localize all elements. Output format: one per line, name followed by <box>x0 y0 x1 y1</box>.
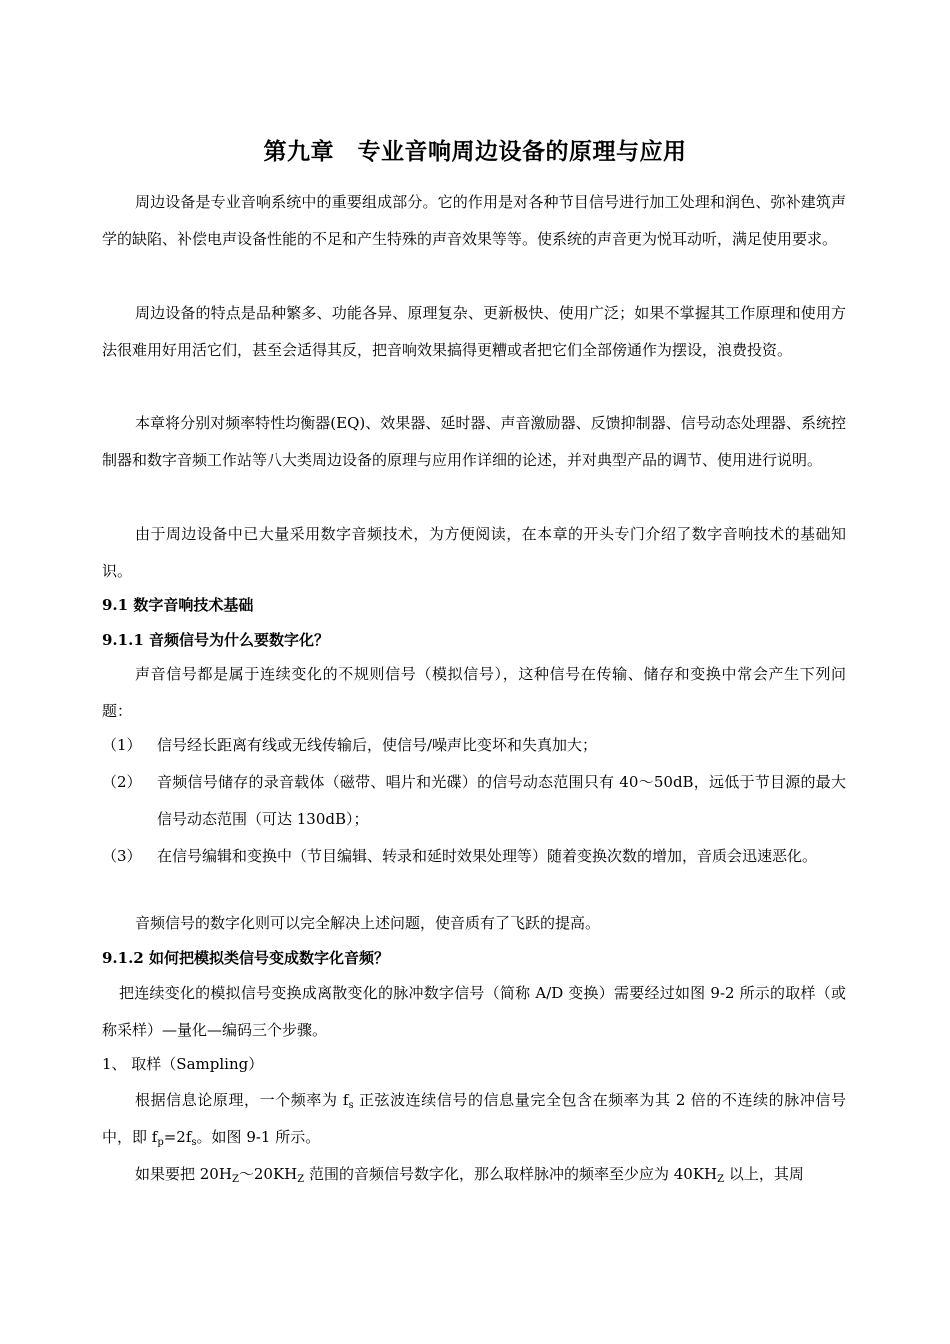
list-item <box>102 764 846 838</box>
chapter-title: 第九章 专业音响周边设备的原理与应用 <box>263 138 687 165</box>
paragraph-sampling-frequency: 如果要把 $20H_Z\sim 20KH_Z$ 范围的音频信号数字化，那么取样脉冲的频率至少应为 $40KH_Z$ 以上，其周 <box>135 1165 804 1185</box>
section-heading-9-1-2: 9.1.2 如何把模拟类信号变成数字化音频？ <box>102 949 389 967</box>
list-item-number: （1） <box>102 736 142 754</box>
paragraph-intro-3: 本章将分别对频率特性均衡器(EQ)、效果器、延时器、声音激励器、反馈抑制器、信号动态处理器、系统控制器和数字音频工作站等八大类周边设备的原理与应用作详细的论述，并对典型产品的调节、使用进行说明。 <box>102 414 846 469</box>
paragraph-digitization-benefit: 音频信号的数字化则可以完全解决上述问题，使音质有了飞跃的提高。 <box>135 914 601 932</box>
list-item-number: （2） <box>102 773 142 791</box>
paragraph-sampling-theory: 根据信息论原理，一个频率为 $f_s$ 正弦波连续信号的信息量完全包含在频率为其 2 倍的不连续的脉冲信号中，即 $f_p=2f_s$。如图 9-1 所示。 <box>102 1091 846 1148</box>
section-heading-9-1: 9.1 数字音响技术基础 <box>102 596 254 614</box>
paragraph-ad-conversion: 把连续变化的模拟信号变换成离散变化的脉冲数字信号（简称 A/D 变换）需要经过如图 9-2 所示的取样（或称采样）—量化—编码三个步骤。 <box>102 984 846 1039</box>
list-item-text: 音频信号储存的录音载体（磁带、唱片和光碟）的信号动态范围只有 40～50dB，远低于节目源的最大信号动态范围（可达 130dB）； <box>157 773 846 828</box>
paragraph-problems-intro: 声音信号都是属于连续变化的不规则信号（模拟信号），这种信号在传输、储存和变换中常会产生下列问题： <box>102 665 846 720</box>
paragraph-intro-2: 周边设备的特点是品种繁多、功能各异、原理复杂、更新极快、使用广泛；如果不掌握其工作原理和使用方法很难用好用活它们，甚至会适得其反，把音响效果搞得更糟或者把它们全部傍通作为摆设，浪费投资。 <box>102 304 846 359</box>
list-item <box>102 727 846 764</box>
section-heading-9-1-1: 9.1.1 音频信号为什么要数字化？ <box>102 631 329 649</box>
subsection-sampling: 1、 取样（Sampling） <box>102 1055 264 1073</box>
list-item-text: 在信号编辑和变换中（节目编辑、转录和延时效果处理等）随着变换次数的增加，音质会迅速恶化。 <box>157 847 818 865</box>
list-item <box>102 838 846 875</box>
paragraph-intro-1: 周边设备是专业音响系统中的重要组成部分。它的作用是对各种节目信号进行加工处理和润色、弥补建筑声学的缺陷、补偿电声设备性能的不足和产生特殊的声音效果等等。使系统的声音更为悦耳动听，满足使用要求。 <box>102 193 846 248</box>
list-item-text: 信号经长距离有线或无线传输后，使信号/噪声比变坏和失真加大； <box>157 736 598 754</box>
list-item-number: （3） <box>102 847 142 865</box>
paragraph-intro-4: 由于周边设备中已大量采用数字音频技术，为方便阅读，在本章的开头专门介绍了数字音响技术的基础知识。 <box>102 525 846 580</box>
